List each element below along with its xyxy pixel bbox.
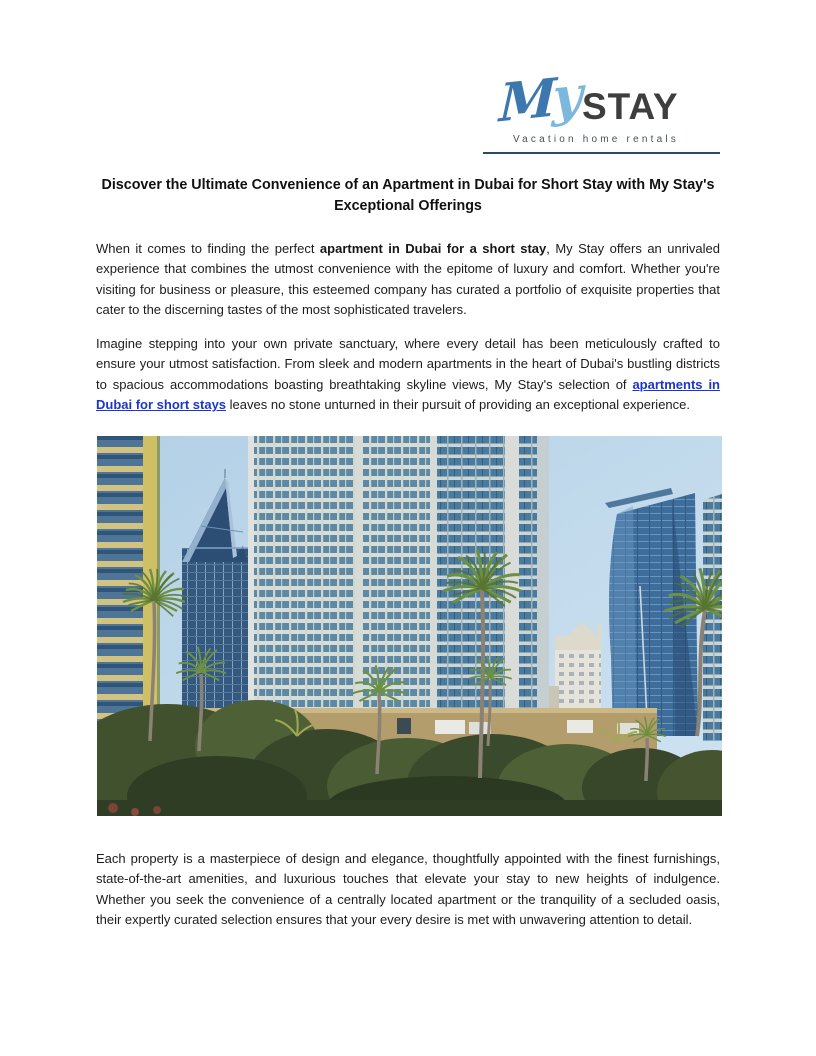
paragraph-text: Imagine stepping into your own private sanctuary, where every detail has been meticulously crafted to ensure your utmost satisfaction. From sleek and modern apartments in the heart of Dubai's bustling districts to spacious accommodations boasting breathtaking skyline views, My Stay's selection of xyxy=(96,336,720,392)
paragraph-text: , My Stay offers an unrivaled experience that combines the utmost convenience with the epitome of luxury and comfort. Whether you're visiting for business or pleasure, this esteemed company has curated a portfolio of exquisite properties that cater to the discerning tastes of the most sophisticated travelers. xyxy=(96,241,720,318)
body-paragraph-3 xyxy=(96,849,720,931)
mystay-logo xyxy=(483,64,720,155)
article-title-line2: Exceptional Offerings xyxy=(334,198,482,215)
article-title-line1: Discover the Ultimate Convenience of an Apartment in Dubai for Short Stay with My Stay's xyxy=(101,176,715,193)
paragraph-text: When it comes to finding the perfect xyxy=(96,241,320,256)
logo-script-m: M xyxy=(498,67,554,135)
article-title xyxy=(96,175,720,218)
logo-script-y: y xyxy=(551,64,580,129)
paragraph-text: leaves no stone unturned in their pursuit of providing an exceptional experience. xyxy=(226,397,690,413)
body-paragraph-1 xyxy=(96,239,720,321)
paragraph-text: Each property is a masterpiece of design and elegance, thoughtfully appointed with the finest furnishings, state-of-the-art amenities, and luxurious touches that elevate your stay to new heights of indulgence. Whether you seek the convenience of a centrally located apartment or the tranquility of a secluded oasis, their expertly curated selection ensures that your every desire is met with unwavering attention to detail. xyxy=(96,851,720,928)
city-skyline-photo xyxy=(97,436,722,816)
logo-underline-rule xyxy=(483,152,720,154)
logo-brand-text: STAY xyxy=(582,86,679,127)
skyline-illustration xyxy=(97,436,722,816)
body-paragraph-2 xyxy=(96,334,720,416)
logo-script-my xyxy=(498,64,580,135)
logo-tagline: Vacation home rentals xyxy=(513,134,679,145)
bold-keyword: apartment in Dubai for a short stay xyxy=(319,241,547,256)
inline-hyperlink-apartments[interactable]: apartments in Dubai for short stays xyxy=(96,376,720,413)
